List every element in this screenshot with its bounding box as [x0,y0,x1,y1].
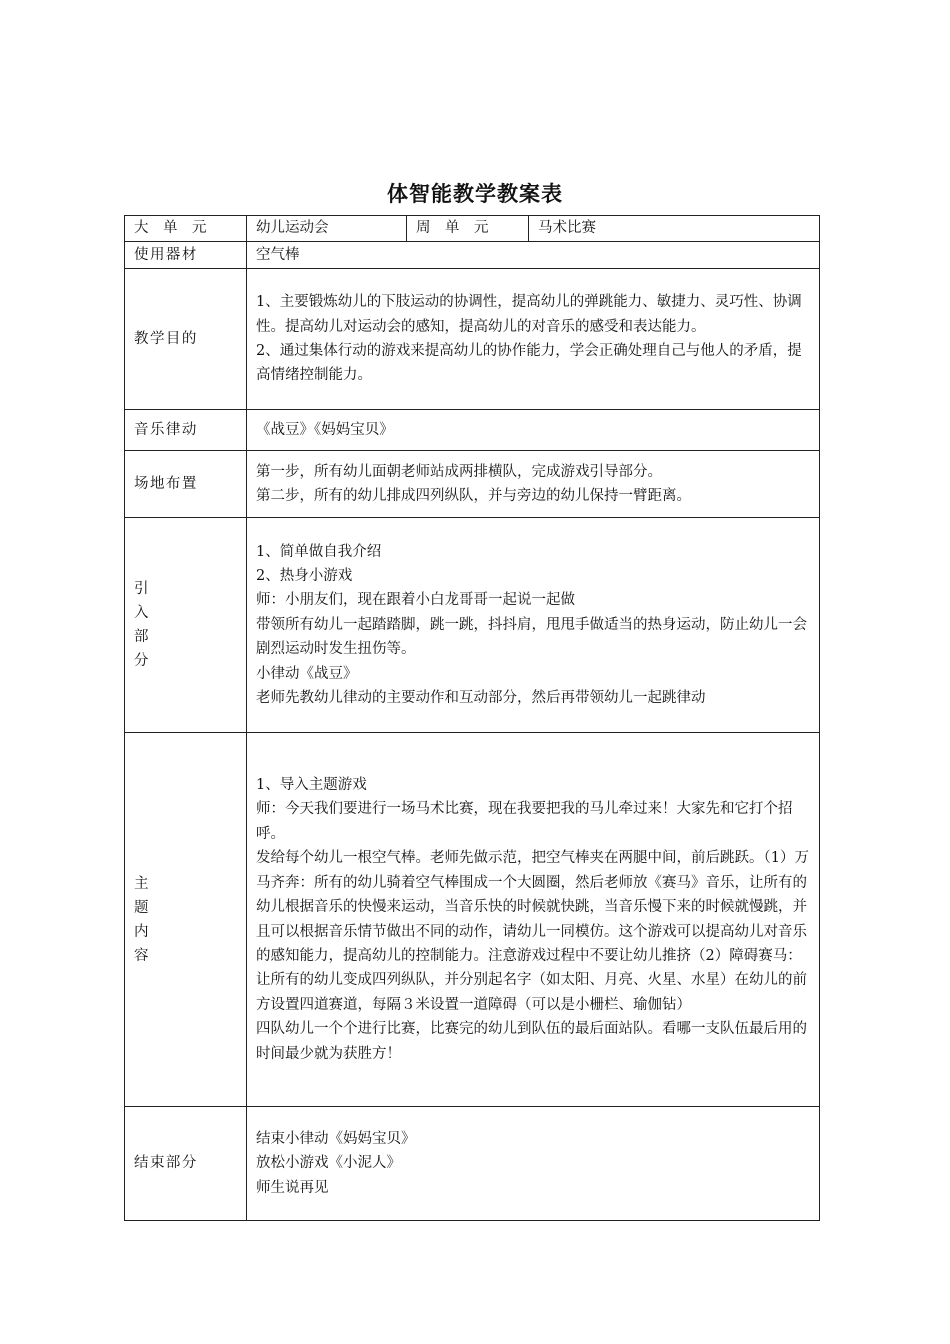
intro-label-char: 入 [134,605,149,621]
row-ending [125,1107,820,1221]
week-unit-value: 马术比赛 [529,216,820,242]
lesson-plan-table [124,215,820,1221]
main-line: 发给每个幼儿一根空气棒。老师先做示范，把空气棒夹在两腿中间，前后跳跃。（1）万马齐奔：所有的幼儿骑着空气棒围成一个大圆圈，然后老师放《赛马》音乐，让所有的幼儿根据音乐的快慢来运动，当音乐快的时候就快跳，当音乐慢下来的时候就慢跳，并且可以根据音乐情节做出不同的动作，请幼儿一同模仿。这个游戏可以提高幼儿对音乐的感知能力，提高幼儿的控制能力。注意游戏过程中不要让幼儿推挤（2）障碍赛马：让所有的幼儿变成四列纵队，并分别起名字（如太阳、月亮、火星、水星）在幼儿的前方设置四道赛道，每隔３米设置一道障碍（可以是小栅栏、瑜伽钻） [256,850,809,1013]
main-label-char: 容 [134,947,149,964]
intro-line: 2、热身小游戏 [256,567,353,584]
music-label: 音乐律动 [125,410,247,451]
main-label-char: 内 [134,923,149,940]
music-value: 《战豆》《妈妈宝贝》 [247,410,820,451]
intro-line: 带领所有幼儿一起踏踏脚，跳一跳，抖抖肩，甩甩手做适当的热身运动，防止幼儿一会剧烈运动时发生扭伤等。 [256,616,807,658]
row-units [125,216,820,242]
ending-line: 放松小游戏《小泥人》 [256,1155,401,1172]
equipment-label: 使用器材 [125,242,247,269]
intro-label-char: 分 [134,653,149,669]
objective-line: 1、主要锻炼幼儿的下肢运动的协调性，提高幼儿的弹跳能力、敏捷力、灵巧性、协调性。提高幼儿对运动会的感知，提高幼儿的对音乐的感受和表达能力。 [256,294,802,335]
venue-line: 第一步，所有幼儿面朝老师站成两排横队，完成游戏引导部分。 [256,463,662,480]
venue-line: 第二步，所有的幼儿排成四列纵队，并与旁边的幼儿保持一臂距离。 [256,488,691,504]
equipment-value: 空气棒 [247,242,820,269]
main-label [125,733,247,1107]
intro-label-char: 引 [134,581,149,597]
venue-label: 场地布置 [125,451,247,518]
main-line: 1、导入主题游戏 [256,777,367,794]
main-label-char: 主 [134,875,149,892]
ending-line: 结束小律动《妈妈宝贝》 [256,1130,416,1147]
intro-content [247,518,820,733]
row-intro [125,518,820,733]
row-music [125,410,820,451]
row-objectives [125,269,820,410]
intro-line: 老师先教幼儿律动的主要动作和互动部分，然后再带领幼儿一起跳律动 [256,690,706,707]
intro-label-char: 部 [134,629,149,645]
main-line: 四队幼儿一个个进行比赛，比赛完的幼儿到队伍的最后面站队。看哪一支队伍最后用的时间最少就为获胜方！ [256,1021,807,1062]
intro-line: 小律动《战豆》 [256,665,358,682]
intro-label [125,518,247,733]
row-venue [125,451,820,518]
objective-line: 2、通过集体行动的游戏来提高幼儿的协作能力，学会正确处理自己与他人的矛盾，提高情绪控制能力。 [256,343,802,384]
main-content [247,733,820,1107]
objectives-content [247,269,820,410]
row-equipment [125,242,820,269]
intro-line: 师：小朋友们，现在跟着小白龙哥哥一起说一起做 [256,592,575,609]
intro-line: 1、简单做自我介绍 [256,543,382,560]
ending-label: 结束部分 [125,1107,247,1221]
big-unit-value: 幼儿运动会 [247,216,407,242]
main-line: 师：今天我们要进行一场马术比赛，现在我要把我的马儿牵过来！大家先和它打个招呼。 [256,801,793,842]
main-label-char: 题 [134,899,149,916]
document-title: 体智能教学教案表 [387,181,563,206]
venue-content [247,451,820,518]
big-unit-label: 大 单 元 [125,216,247,242]
objectives-label: 教学目的 [125,269,247,410]
ending-content [247,1107,820,1221]
row-main [125,733,820,1107]
ending-line: 师生说再见 [256,1179,329,1196]
week-unit-label: 周 单 元 [407,216,529,242]
